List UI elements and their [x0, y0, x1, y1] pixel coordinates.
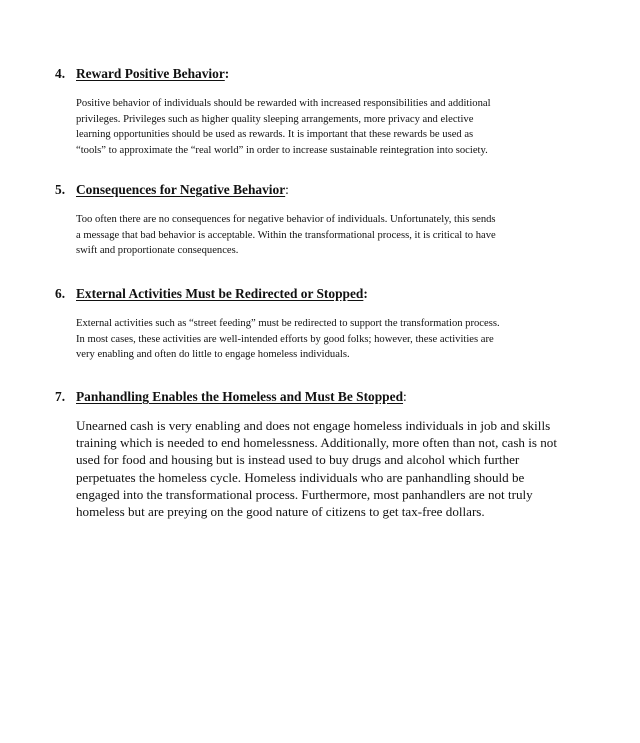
- section-body: [76, 96, 575, 158]
- body-line: engaged into the transformational process. Furthermore, most panhandlers are not truly: [76, 486, 533, 502]
- body-line: privileges. Privileges such as higher quality sleeping arrangements, more privacy and elective: [76, 113, 474, 125]
- section-consequences-negative-behavior: [55, 182, 575, 259]
- body-line: In most cases, these activities are well-intended efforts by good folks; however, these activities are: [76, 333, 494, 345]
- section-title: Panhandling Enables the Homeless and Must Be Stopped: [76, 389, 404, 404]
- body-line: perpetuates the homeless cycle. Homeless individuals who are panhandling should be: [76, 469, 525, 485]
- body-line: External activities such as “street feeding” must be redirected to support the transformation process.: [76, 318, 500, 329]
- body-line: Positive behavior of individuals should be rewarded with increased responsibilities and additional: [76, 98, 491, 109]
- section-heading: [55, 66, 575, 82]
- section-body: [76, 212, 575, 259]
- heading-colon: :: [363, 286, 368, 301]
- section-external-activities: [55, 286, 575, 363]
- section-heading: [55, 286, 575, 302]
- section-number: 7.: [55, 389, 66, 404]
- heading-colon: :: [403, 389, 407, 404]
- body-line: a message that bad behavior is acceptable. Within the transformational process, it is critical to have: [76, 229, 496, 241]
- section-title: External Activities Must be Redirected or Stopped: [76, 286, 364, 301]
- body-line: very enabling and often do little to engage homeless individuals.: [76, 349, 350, 360]
- section-number: 6.: [55, 286, 66, 301]
- body-line: homeless but are preying on the good nature of citizens to get tax-free dollars.: [76, 504, 485, 520]
- body-line: swift and proportionate consequences.: [76, 245, 239, 256]
- heading-colon: :: [224, 66, 230, 81]
- section-title: Consequences for Negative Behavior: [76, 182, 286, 197]
- section-heading: [55, 182, 575, 198]
- body-line: Too often there are no consequences for negative behavior of individuals. Unfortunately, this sends: [76, 214, 496, 225]
- section-reward-positive-behavior: [55, 66, 575, 158]
- section-title: Reward Positive Behavior: [76, 66, 225, 81]
- section-heading: [55, 389, 575, 405]
- section-body: [76, 417, 575, 520]
- section-number: 5.: [55, 182, 66, 197]
- body-line: Unearned cash is very enabling and does not engage homeless individuals in job and skills: [76, 418, 551, 433]
- section-number: 4.: [55, 66, 66, 81]
- body-line: learning opportunities should be used as rewards. It is important that these rewards be used as: [76, 129, 474, 140]
- section-panhandling: [55, 389, 575, 520]
- body-line: training which is needed to end homelessness. Additionally, more often than not, cash is not: [76, 435, 557, 451]
- section-body: [76, 316, 575, 363]
- body-line: “tools” to approximate the “real world” in order to increase sustainable reintegration into society.: [76, 144, 488, 156]
- body-line: used for food and housing but is instead used to buy drugs and alcohol which further: [76, 452, 520, 468]
- heading-colon: :: [285, 182, 289, 197]
